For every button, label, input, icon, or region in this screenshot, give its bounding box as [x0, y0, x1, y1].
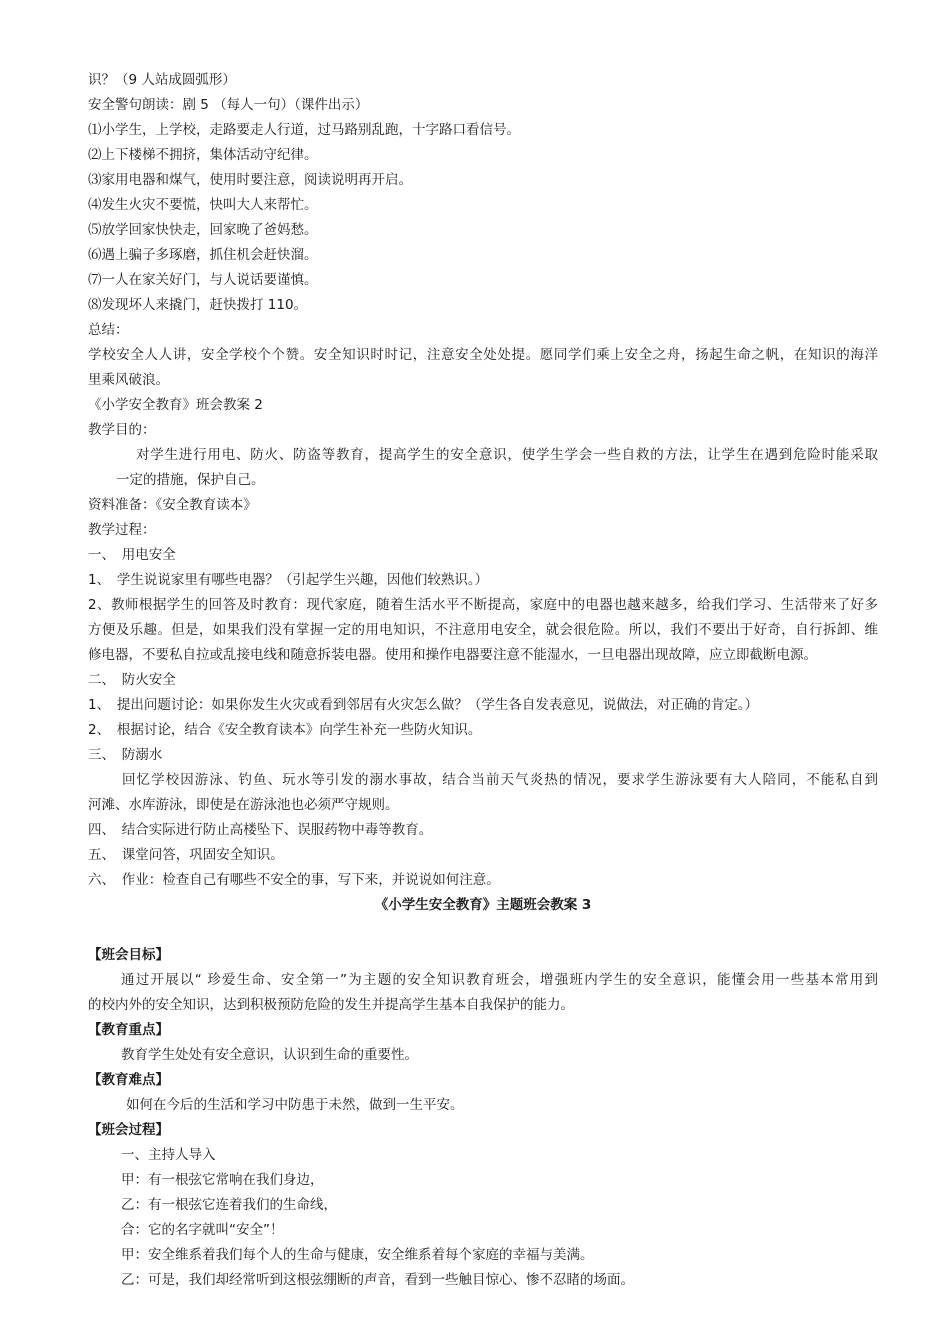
list-item: ⑵上下楼梯不拥挤，集体活动守纪律。 — [88, 147, 318, 163]
section-label: 【班会目标】 — [88, 947, 169, 963]
text-line: 教学目的： — [88, 422, 156, 438]
paragraph-line: 一定的措施，保护自己。 — [116, 472, 265, 488]
paragraph-line: 回忆学校因游泳、钓鱼、玩水等引发的溺水事故，结合当前天气炎热的情况，要求学生游泳要有大人陪同，不能私自到 — [122, 772, 878, 788]
dialogue-line: 合：它的名字就叫“安全”！ — [121, 1222, 284, 1238]
paragraph-line: 学校安全人人讲，安全学校个个赞。安全知识时时记，注意安全处处提。愿同学们乘上安全之舟，扬起生命之帆，在知识的海洋 — [88, 347, 878, 363]
text-line: 教学过程： — [88, 522, 156, 538]
list-item: ⑸放学回家快快走，回家晚了爸妈愁。 — [88, 222, 318, 238]
paragraph-line: 方便及乐趣。但是，如果我们没有掌握一定的用电知识，不注意用电安全，就会很危险。所以，我们不要出于好奇，自行拆卸、维 — [88, 622, 878, 638]
heading: 二、 防火安全 — [88, 672, 176, 688]
paragraph-line: 2、教师根据学生的回答及时教育：现代家庭，随着生活水平不断提高，家庭中的电器也越来越多，给我们学习、生活带来了好多 — [88, 597, 878, 613]
heading: 一、 用电安全 — [88, 547, 176, 563]
text-line: 总结： — [88, 322, 129, 338]
heading: 五、 课堂问答，巩固安全知识。 — [88, 847, 284, 863]
list-item: ⑶家用电器和煤气，使用时要注意，阅读说明再开启。 — [88, 172, 412, 188]
text-line: 识？（9 人站成圆弧形） — [88, 72, 236, 88]
list-item: 1、 学生说说家里有哪些电器？（引起学生兴趣，因他们较熟识。） — [88, 572, 489, 588]
list-item: 1、 提出问题讨论：如果你发生火灾或看到邻居有火灾怎么做？（学生各自发表意见，说做法，对正确的肯定。） — [88, 697, 759, 713]
list-item: ⑻发现坏人来撬门，赶快拨打 110。 — [88, 297, 308, 313]
text-line: 一、主持人导入 — [121, 1147, 216, 1163]
dialogue-line: 乙：有一根弦它连着我们的生命线， — [121, 1197, 337, 1213]
list-item: ⑴小学生，上学校，走路要走人行道，过马路别乱跑，十字路口看信号。 — [88, 122, 520, 138]
section-label: 【教育重点】 — [88, 1022, 169, 1038]
dialogue-line: 甲：安全维系着我们每个人的生命与健康，安全维系着每个家庭的幸福与美满。 — [121, 1247, 594, 1263]
paragraph-line: 修电器，不要私自拉或乱接电线和随意拆装电器。使用和操作电器要注意不能湿水，一旦电器出现故障，应立即截断电源。 — [88, 647, 817, 663]
document-title: 《小学生安全教育》主题班会教案 3 — [374, 897, 592, 913]
paragraph-line: 如何在今后的生活和学习中防患于未然，做到一生平安。 — [126, 1097, 464, 1113]
dialogue-line: 甲：有一根弦它常响在我们身边， — [121, 1172, 324, 1188]
heading: 四、 结合实际进行防止高楼坠下、误服药物中毒等教育。 — [88, 822, 433, 838]
dialogue-line: 乙：可是，我们却经常听到这根弦绷断的声音，看到一些触目惊心、惨不忍睹的场面。 — [121, 1272, 634, 1288]
list-item: 2、 根据讨论，结合《安全教育读本》向学生补充一些防火知识。 — [88, 722, 482, 738]
paragraph-line: 教育学生处处有安全意识，认识到生命的重要性。 — [121, 1047, 418, 1063]
paragraph-line: 通过开展以“ 珍爱生命、安全第一”为主题的安全知识教育班会，增强班内学生的安全意识，能懂会用一些基本常用到 — [121, 972, 878, 988]
list-item: ⑺一人在家关好门，与人说话要谨慎。 — [88, 272, 318, 288]
heading: 三、 防溺水 — [88, 747, 163, 763]
paragraph-line: 的校内外的安全知识，达到积极预防危险的发生并提高学生基本自我保护的能力。 — [88, 997, 574, 1013]
list-item: ⑷发生火灾不要慌，快叫大人来帮忙。 — [88, 197, 318, 213]
paragraph-line: 对学生进行用电、防火、防盗等教育，提高学生的安全意识，使学生学会一些自救的方法，让学生在遇到危险时能采取 — [136, 447, 878, 463]
section-title: 《小学安全教育》班会教案 2 — [88, 397, 263, 413]
heading: 六、 作业：检查自己有哪些不安全的事，写下来，并说说如何注意。 — [88, 872, 500, 888]
section-label: 【班会过程】 — [88, 1122, 169, 1138]
list-item: ⑹遇上骗子多琢磨，抓住机会赶快溜。 — [88, 247, 318, 263]
text-line: 安全警句朗读：剧 5 （每人一句）（课件出示） — [88, 97, 369, 113]
text-line: 资料准备：《安全教育读本》 — [88, 497, 257, 513]
paragraph-line: 河滩、水库游泳，即使是在游泳池也必须严守规则。 — [88, 797, 399, 813]
paragraph-line: 里乘风破浪。 — [88, 372, 169, 388]
section-label: 【教育难点】 — [88, 1072, 169, 1088]
